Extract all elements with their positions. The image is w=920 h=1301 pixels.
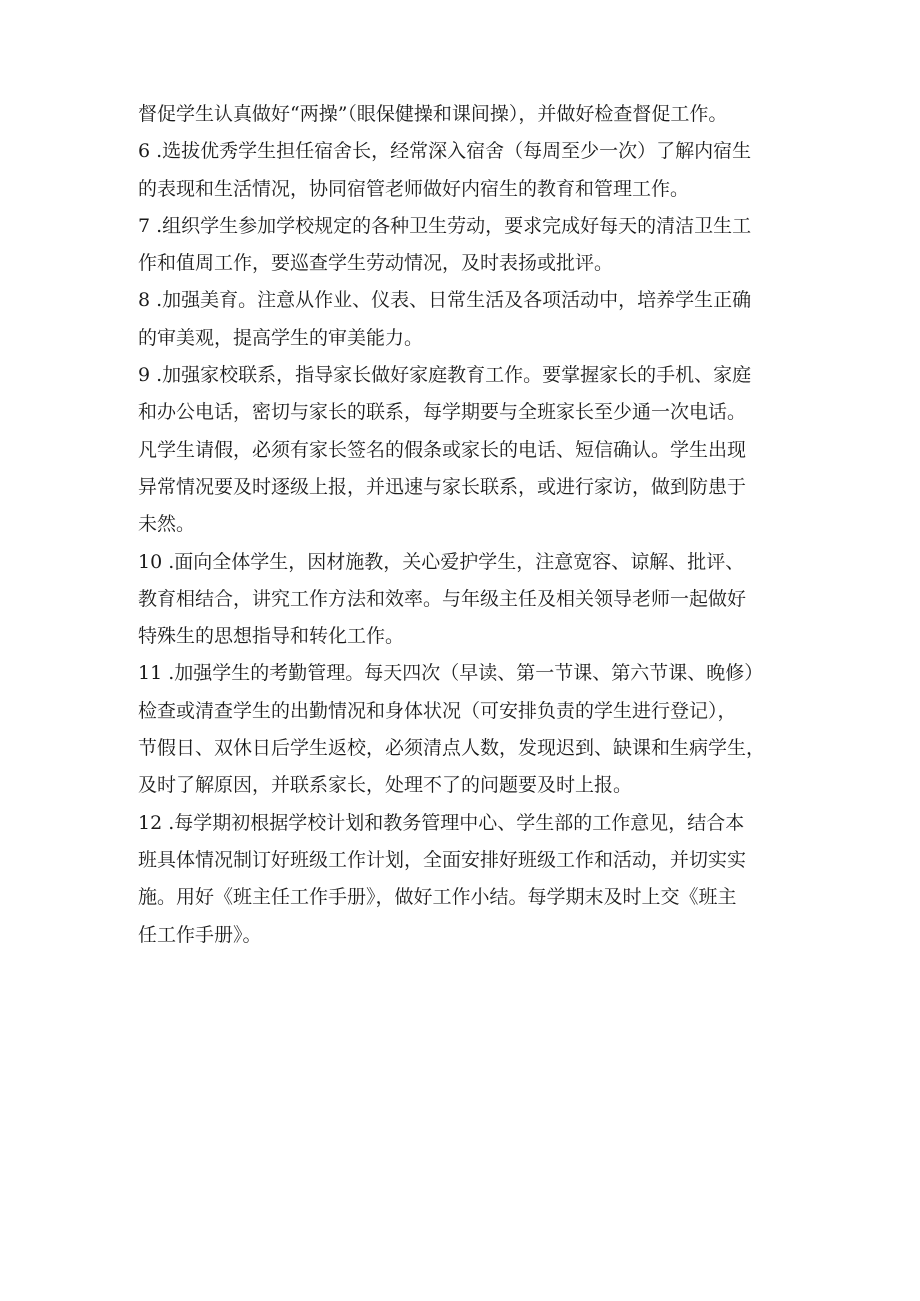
text-line: 施。用好《班主任工作手册》，做好工作小结。每学期末及时上交《班主: [138, 886, 737, 909]
text-line: 异常情况要及时逐级上报，并迅速与家长联系，或进行家访，做到防患于: [138, 475, 747, 498]
text-line: 6 .选拔优秀学生担任宿舍长，经常深入宿舍（每周至少一次）了解内宿生: [138, 140, 752, 163]
text-line: 的审美观，提高学生的审美能力。: [138, 326, 424, 349]
text-line: 任工作手册》。: [138, 923, 262, 946]
text-line: 检查或清查学生的出勤情况和身体状况（可安排负责的学生进行登记），: [138, 699, 737, 722]
text-line: 8 .加强美育。注意从作业、仪表、日常生活及各项活动中，培养学生正确: [138, 289, 752, 312]
text-line: 特殊生的思想指导和转化工作。: [138, 625, 405, 648]
text-line: 7 .组织学生参加学校规定的各种卫生劳动，要求完成好每天的清洁卫生工: [138, 214, 752, 237]
text-line: 10 .面向全体学生，因材施教，关心爱护学生，注意宽容、谅解、批评、: [138, 550, 745, 573]
text-line: 和办公电话，密切与家长的联系，每学期要与全班家长至少通一次电话。: [138, 401, 747, 424]
text-line: 节假日、双休日后学生返校，必须清点人数，发现迟到、缺课和生病学生，: [138, 737, 766, 760]
text-line: 12 .每学期初根据学校计划和教务管理中心、学生部的工作意见，结合本: [138, 811, 745, 834]
text-line: 作和值周工作，要巡查学生劳动情况，及时表扬或批评。: [138, 252, 614, 275]
text-line: 班具体情况制订好班级工作计划，全面安排好班级工作和活动，并切实实: [138, 848, 747, 871]
text-line: 及时了解原因，并联系家长，处理不了的问题要及时上报。: [138, 774, 633, 797]
text-line: 9 .加强家校联系，指导家长做好家庭教育工作。要掌握家长的手机、家庭: [138, 364, 752, 387]
text-line: 的表现和生活情况，协同宿管老师做好内宿生的教育和管理工作。: [138, 177, 690, 200]
text-line: 凡学生请假，必须有家长签名的假条或家长的电话、短信确认。学生出现: [138, 438, 747, 461]
text-line: 11 .加强学生的考勤管理。每天四次（早读、第一节课、第六节课、晚修）: [138, 662, 764, 685]
text-line: 未然。: [138, 513, 196, 536]
document-body: [138, 96, 802, 954]
text-line: 督促学生认真做好“两操”（眼保健操和课间操），并做好检查督促工作。: [138, 103, 728, 125]
text-line: 教育相结合，讲究工作方法和效率。与年级主任及相关领导老师一起做好: [138, 587, 747, 610]
